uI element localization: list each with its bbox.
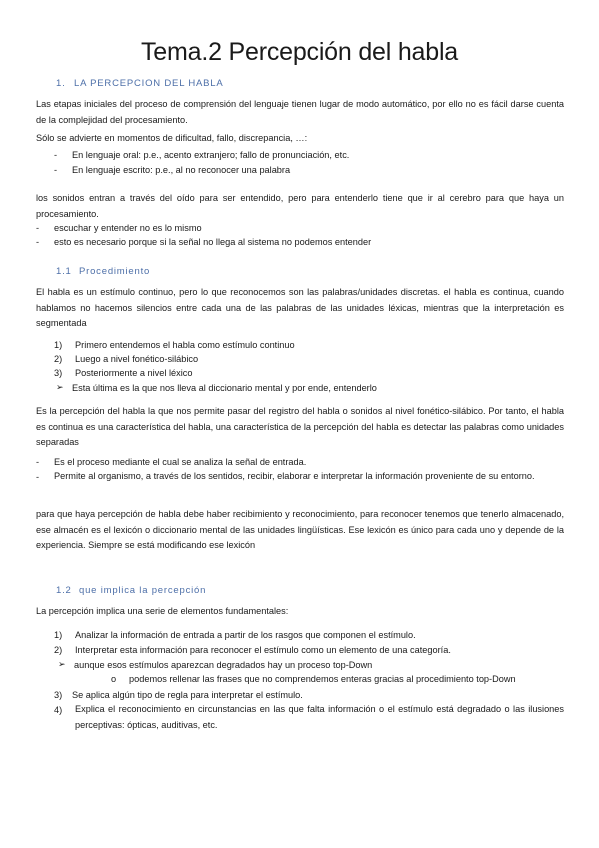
arrow-bullet-icon: ➢ [58, 659, 66, 669]
section-1-1-heading [56, 266, 150, 277]
section-1-2-heading [56, 585, 206, 596]
item-text: Se aplica algún tipo de regla para interpretar el estímulo. [72, 690, 303, 700]
dash-bullet: - [36, 237, 40, 247]
section-1-number: 1. [56, 78, 66, 89]
percepcion-intro: La percepción implica una serie de elementos fundamentales: [36, 606, 289, 616]
dash-bullet: - [36, 457, 40, 467]
sub-item: podemos rellenar las frases que no comprendemos enteras gracias al procedimiento top-Down [129, 674, 516, 684]
section-1-1-number: 1.1 [56, 266, 72, 277]
section-1-title: LA PERCEPCION DEL HABLA [74, 78, 224, 89]
advierte-item-2: En lenguaje escrito: p.e., al no reconocer una palabra [72, 165, 291, 175]
item-text: Analizar la información de entrada a partir de los rasgos que componen el estímulo. [75, 630, 416, 640]
page-title: Tema.2 Percepción del habla [140, 38, 459, 66]
advierte-line: Sólo se advierte en momentos de dificultad, fallo, discrepancia, …: [36, 133, 308, 143]
proceso-item-2: Permite al organismo, a través de los sentidos, recibir, elaborar e interpretar la información proveniente de su entorno. [54, 471, 535, 481]
dash-bullet: - [54, 165, 58, 175]
arrow-bullet-icon: ➢ [56, 382, 64, 392]
sonidos-item-2: esto es necesario porque si la señal no llega al sistema no podemos entender [54, 237, 372, 247]
item-number: 3) [54, 690, 63, 700]
step-text: Primero entendemos el habla como estímulo continuo [75, 340, 295, 350]
procedimiento-paragraph-2: Es la percepción del habla la que nos permite pasar del registro del habla o sonidos al nivel fonético-silábico. Por tanto, el habla es continua es una característica del habla, una característica de la percepción del habla es detectar las palabras como unidades separadas [36, 406, 564, 447]
item-text: Explica el reconocimiento en circunstancias en las que falta información o el estímulo está degradado o las ilusiones perceptivas: ópticas, auditivas, etc. [75, 704, 564, 730]
arrow-item: aunque esos estímulos aparezcan degradados hay un proceso top-Down [74, 660, 373, 670]
proceso-item-1: Es el proceso mediante el cual se analiza la señal de entrada. [54, 457, 307, 467]
section-1-2-number: 1.2 [56, 585, 72, 596]
arrow-item: Esta última es la que nos lleva al diccionario mental y por ende, entenderlo [72, 383, 377, 393]
sonidos-item-1: escuchar y entender no es lo mismo [54, 223, 202, 233]
intro-paragraph: Las etapas iniciales del proceso de comprensión del lenguaje tienen lugar de modo automático, por ello no es fácil darse cuenta de la complejidad del procesamiento. [36, 99, 564, 125]
sonidos-paragraph: los sonidos entran a través del oído para ser entendido, pero para entenderlo tiene que ir al cerebro para que haya un procesamiento. [36, 193, 564, 219]
sub-bullet-icon: o [111, 674, 117, 684]
section-1-heading [56, 78, 224, 89]
section-1-1-title: Procedimiento [79, 266, 151, 277]
dash-bullet: - [36, 223, 40, 233]
procedimiento-paragraph-3: para que haya percepción de habla debe haber recibimiento y reconocimiento, para reconocer tenemos que tenerlo almacenado, ese almacén es el lexicón o diccionario mental de las unidades lingüísticas. Ese lexicón es único para cada uno y depende de la experiencia. Siempre se está modificando ese lexicón [36, 509, 564, 550]
step-text: Luego a nivel fonético-silábico [75, 354, 199, 364]
dash-bullet: - [54, 150, 58, 160]
item-number: 4) [54, 705, 63, 715]
step-number: 2) [54, 354, 63, 364]
section-1-2-title: que implica la percepción [79, 585, 207, 596]
step-number: 1) [54, 340, 63, 350]
step-number: 3) [54, 368, 63, 378]
item-number: 1) [54, 630, 63, 640]
dash-bullet: - [36, 472, 40, 482]
item-number: 2) [54, 645, 63, 655]
item-text: Interpretar esta información para reconocer el estímulo como un elemento de una categoría. [75, 645, 451, 655]
procedimiento-paragraph-1: El habla es un estímulo continuo, pero lo que reconocemos son las palabras/unidades discretas. el habla es continua, cuando hablamos no hacemos silencios entre cada una de las palabras de las unidades léxicas, mientras que la interpretación es segmentada [36, 287, 564, 328]
advierte-item-1: En lenguaje oral: p.e., acento extranjero; fallo de pronunciación, etc. [72, 150, 350, 160]
step-text: Posteriormente a nivel léxico [75, 368, 193, 378]
